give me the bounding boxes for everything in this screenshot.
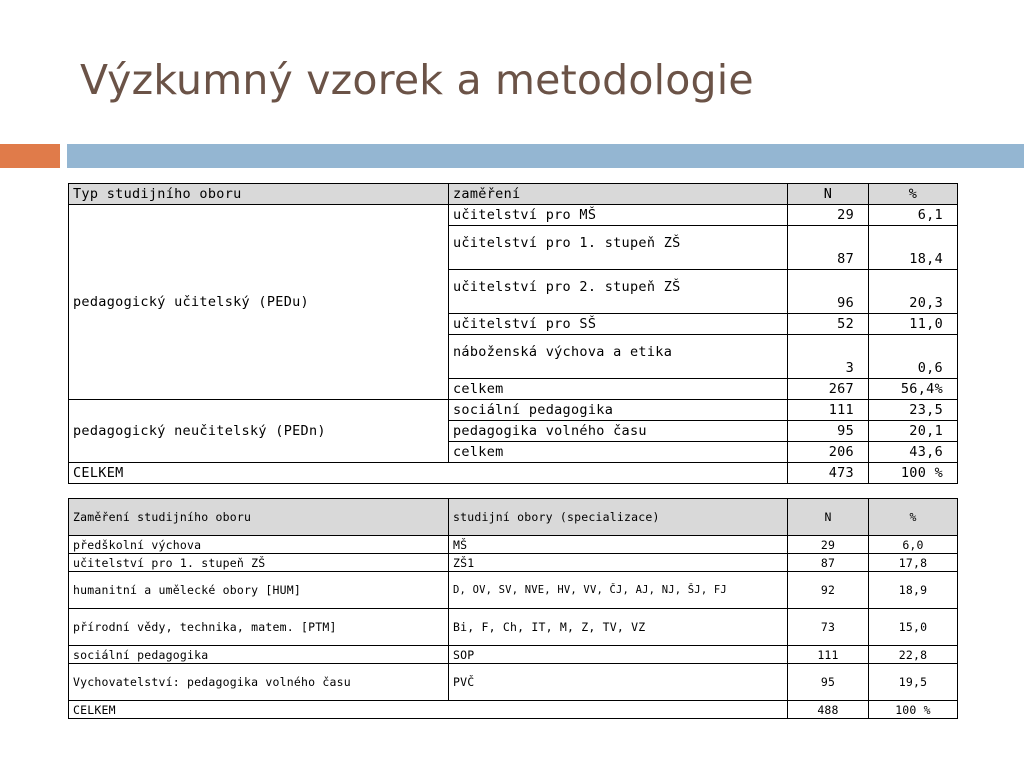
fields-cell: MŠ: [449, 536, 788, 554]
specialization-cell: celkem: [449, 379, 788, 400]
header-cell: %: [869, 499, 958, 536]
count-cell: 206: [788, 442, 869, 463]
percent-cell: 23,5: [869, 400, 958, 421]
total-count: 473: [788, 463, 869, 484]
accent-bar-blue: [67, 144, 1024, 168]
table-row: [69, 205, 958, 226]
header-cell: studijní obory (specializace): [449, 499, 788, 536]
table-row: [69, 646, 958, 664]
count-cell: 267: [788, 379, 869, 400]
count-cell: 95: [788, 664, 869, 701]
header-cell: N: [788, 499, 869, 536]
accent-bar-orange: [0, 144, 60, 168]
total-label: CELKEM: [69, 701, 788, 719]
header-cell: Typ studijního oboru: [69, 184, 449, 205]
fields-cell: ZŠ1: [449, 554, 788, 572]
percent-cell: 15,0: [869, 609, 958, 646]
percent-cell: 6,1: [869, 205, 958, 226]
total-label: CELKEM: [69, 463, 788, 484]
specialization-cell: sociální pedagogika: [449, 400, 788, 421]
fields-cell: PVČ: [449, 664, 788, 701]
table-header-row: [69, 184, 958, 205]
count-cell: 96: [788, 270, 869, 314]
count-cell: 29: [788, 205, 869, 226]
count-cell: 87: [788, 226, 869, 270]
group-label-pedu: pedagogický učitelský (PEDu): [69, 205, 449, 400]
table-row: [69, 609, 958, 646]
specialization-cell: celkem: [449, 442, 788, 463]
percent-cell: 56,4%: [869, 379, 958, 400]
percent-cell: 17,8: [869, 554, 958, 572]
specialization-cell: učitelství pro 1. stupeň ZŠ: [449, 226, 788, 270]
total-percent: 100 %: [869, 463, 958, 484]
fields-cell: SOP: [449, 646, 788, 664]
fields-cell: Bi, F, Ch, IT, M, Z, TV, VZ: [449, 609, 788, 646]
table-row: [69, 536, 958, 554]
sample-table-field-focus: [68, 498, 958, 719]
table-row: [69, 400, 958, 421]
count-cell: 52: [788, 314, 869, 335]
count-cell: 111: [788, 646, 869, 664]
percent-cell: 6,0: [869, 536, 958, 554]
percent-cell: 20,1: [869, 421, 958, 442]
specialization-cell: náboženská výchova a etika: [449, 335, 788, 379]
focus-cell: sociální pedagogika: [69, 646, 449, 664]
specialization-cell: pedagogika volného času: [449, 421, 788, 442]
percent-cell: 11,0: [869, 314, 958, 335]
table-row: [69, 572, 958, 609]
percent-cell: 43,6: [869, 442, 958, 463]
total-percent: 100 %: [869, 701, 958, 719]
sample-table-study-type: [68, 183, 958, 484]
specialization-cell: učitelství pro MŠ: [449, 205, 788, 226]
slide-title: Výzkumný vzorek a metodologie: [80, 56, 754, 104]
table-row-total: [69, 463, 958, 484]
header-cell: N: [788, 184, 869, 205]
focus-cell: učitelství pro 1. stupeň ZŠ: [69, 554, 449, 572]
count-cell: 95: [788, 421, 869, 442]
count-cell: 111: [788, 400, 869, 421]
focus-cell: předškolní výchova: [69, 536, 449, 554]
header-cell: Zaměření studijního oboru: [69, 499, 449, 536]
percent-cell: 18,4: [869, 226, 958, 270]
table-row: [69, 554, 958, 572]
total-count: 488: [788, 701, 869, 719]
focus-cell: Vychovatelství: pedagogika volného času: [69, 664, 449, 701]
table-header-row: [69, 499, 958, 536]
percent-cell: 19,5: [869, 664, 958, 701]
count-cell: 3: [788, 335, 869, 379]
count-cell: 73: [788, 609, 869, 646]
focus-cell: přírodní vědy, technika, matem. [PTM]: [69, 609, 449, 646]
table-row-total: [69, 701, 958, 719]
count-cell: 92: [788, 572, 869, 609]
percent-cell: 0,6: [869, 335, 958, 379]
specialization-cell: učitelství pro 2. stupeň ZŠ: [449, 270, 788, 314]
table-row: [69, 664, 958, 701]
group-label-pedn: pedagogický neučitelský (PEDn): [69, 400, 449, 463]
header-cell: zaměření: [449, 184, 788, 205]
specialization-cell: učitelství pro SŠ: [449, 314, 788, 335]
percent-cell: 22,8: [869, 646, 958, 664]
count-cell: 87: [788, 554, 869, 572]
count-cell: 29: [788, 536, 869, 554]
percent-cell: 20,3: [869, 270, 958, 314]
header-cell: %: [869, 184, 958, 205]
fields-cell: D, OV, SV, NVE, HV, VV, ČJ, AJ, NJ, ŠJ, FJ: [449, 572, 788, 609]
focus-cell: humanitní a umělecké obory [HUM]: [69, 572, 449, 609]
percent-cell: 18,9: [869, 572, 958, 609]
